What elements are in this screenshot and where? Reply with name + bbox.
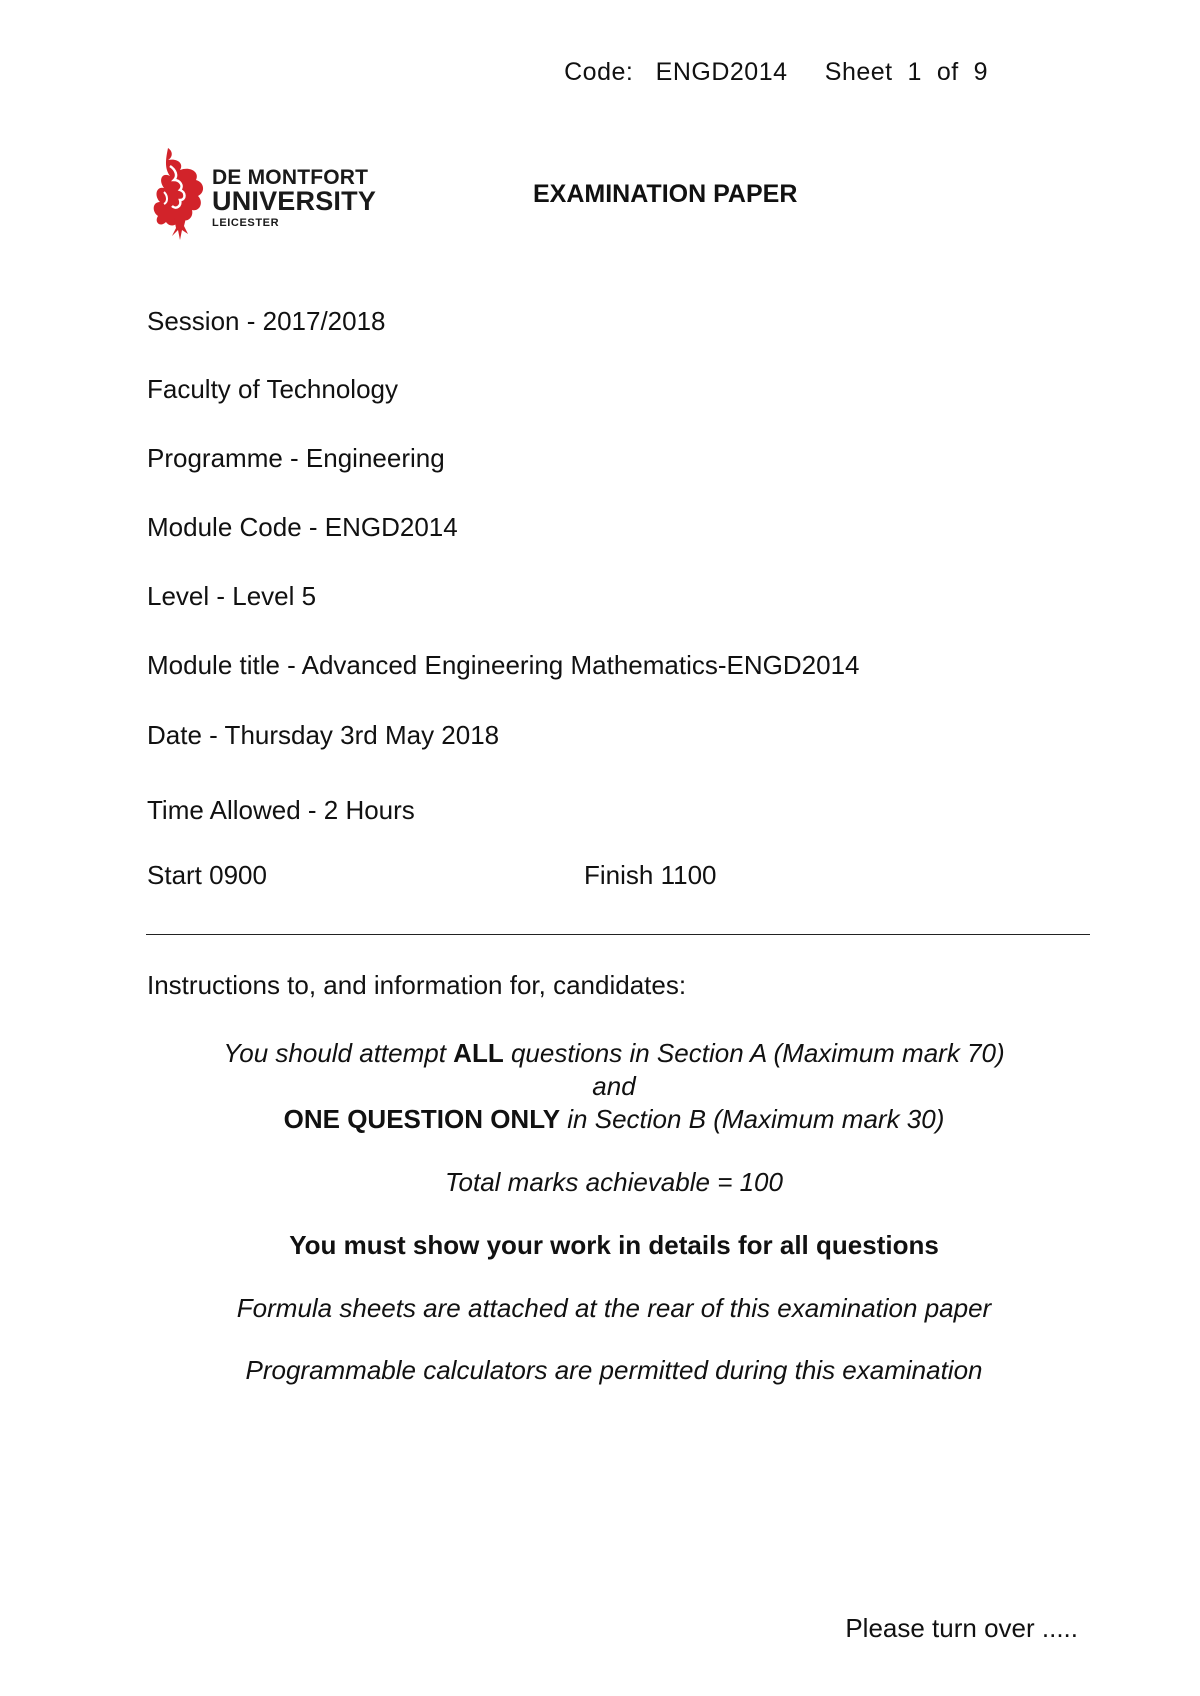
start-time-field: Start 0900 [147,860,267,890]
turn-over-note: Please turn over ..... [845,1613,1078,1643]
date-field: Date - Thursday 3rd May 2018 [147,720,500,750]
module-title-field: Module title - Advanced Engineering Mathematics-ENGD2014 [147,650,860,680]
instruction-text: You should attempt [223,1038,454,1068]
level-field: Level - Level 5 [147,581,317,611]
show-work-note: You must show your work in details for all questions [289,1230,939,1260]
module-code-field: Module Code - ENGD2014 [147,512,458,542]
university-logo [150,146,390,241]
instruction-emphasis: ONE QUESTION ONLY [283,1104,561,1134]
logo-line-2: UNIVERSITY [212,186,377,216]
lion-crest-icon [150,146,210,241]
code-label: Code: [564,58,634,86]
sheet-total: 9 [973,58,988,86]
of-label: of [936,58,959,86]
divider-line [146,934,1090,935]
time-allowed-field: Time Allowed - 2 Hours [147,795,415,825]
finish-time-field: Finish 1100 [584,860,717,890]
instruction-text: questions in Section A (Maximum mark 70) [503,1038,1005,1068]
instruction-text: in Section B (Maximum mark 30) [560,1104,945,1134]
logo-line-3: LEICESTER [212,217,280,229]
calculators-note: Programmable calculators are permitted during this examination [245,1355,983,1385]
code-value: ENGD2014 [655,58,788,86]
instruction-and: and [592,1071,636,1101]
instruction-emphasis: ALL [453,1038,504,1068]
exam-title: EXAMINATION PAPER [533,180,798,208]
formula-sheets-note: Formula sheets are attached at the rear of this examination paper [236,1293,992,1323]
instruction-section-a [0,1038,1200,1069]
session-field: Session - 2017/2018 [147,306,386,336]
instruction-section-b [0,1104,1200,1135]
sheet-number: 1 [907,58,922,86]
logo-line-1: DE MONTFORT [212,166,369,189]
faculty-field: Faculty of Technology [147,374,398,404]
total-marks: Total marks achievable = 100 [445,1167,783,1197]
sheet-label: Sheet [824,58,893,86]
instructions-label: Instructions to, and information for, candidates: [147,970,687,1000]
sheet-header [564,58,988,87]
programme-field: Programme - Engineering [147,443,445,473]
